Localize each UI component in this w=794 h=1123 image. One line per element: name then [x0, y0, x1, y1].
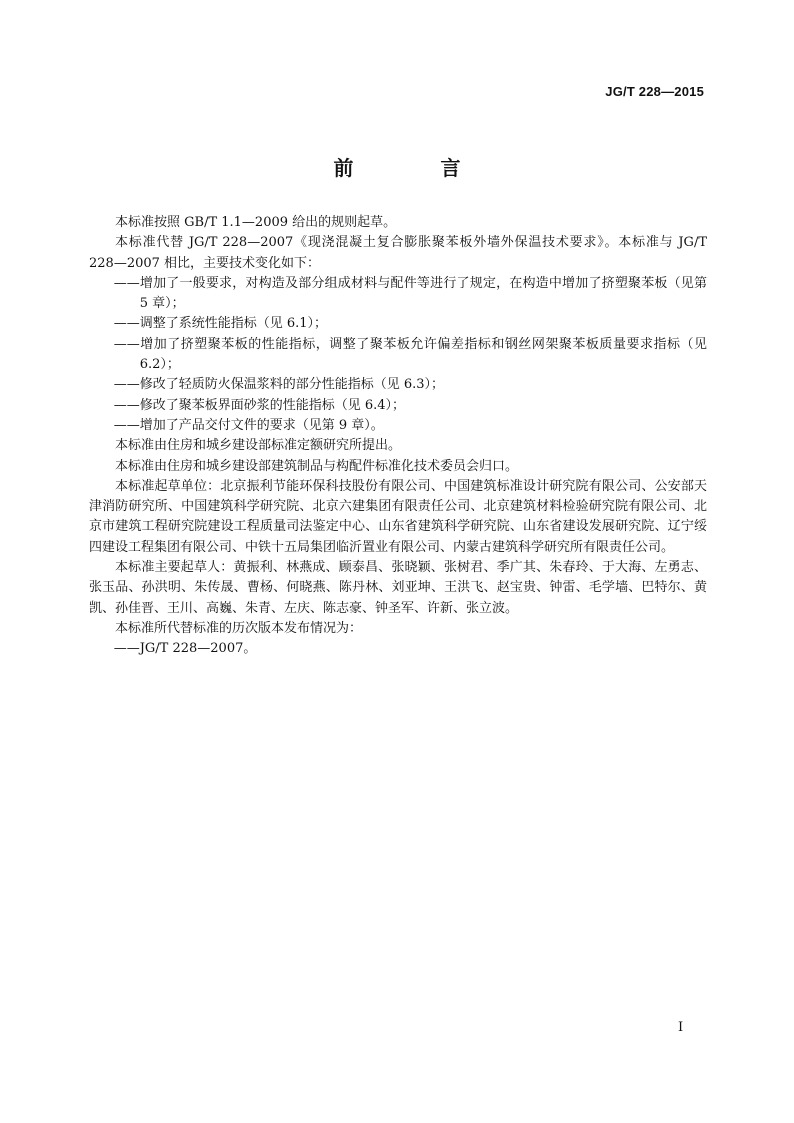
change-list-item: ——增加了产品交付文件的要求（见第 9 章）。: [113, 417, 384, 433]
change-list-item: ——增加了一般要求，对构造及部分组成材料与配件等进行了规定，在构造中增加了挤塑聚苯板（见第 5 章）；: [113, 275, 707, 312]
change-list-item: ——修改了聚苯板界面砂浆的性能指标（见 6.4）；: [113, 397, 405, 413]
paragraph: 本标准起草单位：北京振利节能环保科技股份有限公司、中国建筑标准设计研究院有限公司、公安部天津消防研究所、中国建筑科学研究院、北京六建集团有限责任公司、北京建筑材料检验研究院有限公司、北京市建筑工程研究院建设工程质量司法鉴定中心、山东省建筑科学研究院、山东省建设发展研究院、辽宁绥四建设工程集团有限公司、中铁十五局集团临沂置业有限公司、内蒙古建筑科学研究所有限责任公司。: [89, 478, 707, 555]
page-title: 前 言: [333, 156, 501, 180]
paragraph: 本标准主要起草人：黄振利、林燕成、顾泰昌、张晓颖、张树君、季广其、朱春玲、于大海、左勇志、张玉品、孙洪明、朱传晟、曹杨、何晓燕、陈丹林、刘亚坤、王洪飞、赵宝贵、钟雷、毛学墙、巴特尔、黄凯、孙佳晋、王川、高巍、朱青、左庆、陈志豪、钟圣军、许新、张立波。: [89, 560, 707, 616]
paragraph: 本标准由住房和城乡建设部建筑制品与构配件标准化技术委员会归口。: [115, 458, 519, 474]
paragraph: 本标准所代替标准的历次版本发布情况为：: [115, 620, 363, 636]
change-list-item: ——JG/T 228—2007。: [113, 641, 257, 657]
change-list-item: ——调整了系统性能指标（见 6.1）；: [113, 316, 327, 332]
change-list-item: ——增加了挤塑聚苯板的性能指标，调整了聚苯板允许偏差指标和钢丝网架聚苯板质量要求指标（见 6.2）；: [113, 336, 707, 373]
paragraph: 本标准代替 JG/T 228—2007《现浇混凝土复合膨胀聚苯板外墙外保温技术要求》。本标准与 JG/T 228—2007 相比，主要技术变化如下：: [89, 235, 707, 271]
paragraph: 本标准由住房和城乡建设部标准定额研究所提出。: [115, 438, 402, 454]
change-list-item: ——修改了轻质防火保温浆料的部分性能指标（见 6.3）；: [113, 377, 444, 393]
page-number: I: [678, 1020, 684, 1035]
paragraph: 本标准按照 GB/T 1.1—2009 给出的规则起草。: [115, 215, 397, 230]
document-code: JG/T 228—2015: [605, 84, 704, 99]
preface-body: [89, 213, 707, 660]
